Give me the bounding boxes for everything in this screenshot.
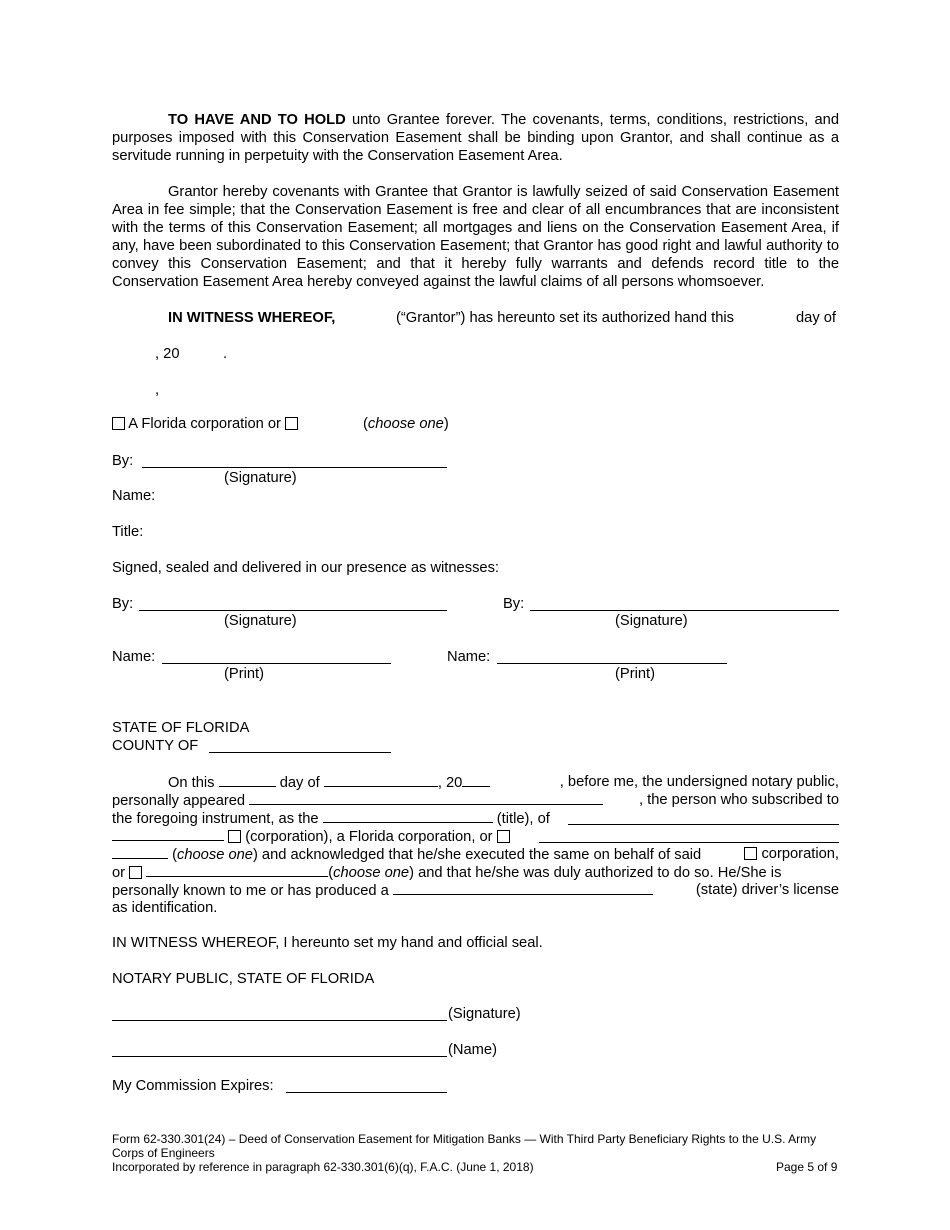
notary-name-caption: (Name) [448,1042,497,1058]
grantor-signature-caption: (Signature) [224,470,297,486]
commission-line[interactable] [286,1092,447,1093]
ack-line-2: personally appeared , the person who subscribed to [112,792,839,809]
ack-said-other-blank[interactable] [146,863,328,877]
witnesses-intro: Signed, sealed and delivered in our presence as witnesses: [112,560,500,576]
witness-year-prefix: , 20 [155,346,180,362]
witness-year-suffix: . [223,346,228,362]
witness-day-of: day of [796,310,837,326]
ack-line-7: personally known to me or has produced a (state) driver’s license [112,882,839,899]
witness1-name-line[interactable] [162,663,391,664]
ack-month-blank[interactable] [324,773,438,787]
ack-other-checkbox[interactable] [497,830,510,843]
habendum-paragraph [112,111,839,165]
witness1-print-caption: (Print) [224,666,264,682]
witness1-by-label: By: [112,596,134,612]
ack-person-blank[interactable] [249,791,603,805]
witness1-signature-line[interactable] [139,610,447,611]
ack-other-entity-blank[interactable] [539,842,839,843]
grantor-title-label: Title: [112,524,144,540]
florida-corp-label: A Florida corporation or [128,416,281,432]
ack-state-blank[interactable] [393,881,653,895]
witness-text: (“Grantor”) has hereunto set its authorized hand this [396,310,734,326]
witness2-name-label: Name: [447,649,491,665]
grantor-by-label: By: [112,453,134,469]
ack-line-1: On this day of , 20 , before me, the undersigned notary public, [168,774,839,791]
witness1-name-label: Name: [112,649,156,665]
covenant-text: Grantor hereby covenants with Grantee that Grantor is lawfully seized of said Conservation Easement Area in fee simple; that the Conservation Easement is free and clear of all encumbrances that are inconsistent with the terms of this Conservation Easement; all mortgages and liens on the Conservation Easement Area, if any, have been subordinated to this Conservation Easement; that Grantor has good right and lawful authority to convey this Conservation Easement; and that it hereby fully warrants and defends record title to the Conservation Easement Area hereby conveyed against the lawful claims of all persons whomsoever. [112,184,839,290]
choose-one-note: (choose one) [363,416,449,432]
ack-line-3: the foregoing instrument, as the (title), of [112,811,550,827]
footer-form-line-2: Corps of Engineers [112,1146,215,1160]
ack-line-5: (choose one) and acknowledged that he/she executed the same on behalf of said corporation, [112,845,839,864]
notary-signature-line[interactable] [112,1020,447,1021]
ack-line-4: (corporation), a Florida corporation, or [112,827,510,846]
ack-said-corporation-checkbox[interactable] [744,847,757,860]
covenant-paragraph [112,183,839,291]
witness2-signature-line[interactable] [530,610,839,611]
state-line: STATE OF FLORIDA [112,720,250,736]
ack-other-entity-blank-2[interactable] [112,845,168,859]
notary-name-line[interactable] [112,1056,447,1057]
ack-entity-blank-2[interactable] [112,827,224,841]
footer-form-line-1: Form 62-330.301(24) – Deed of Conservation Easement for Mitigation Banks — With Third Party Beneficiary Rights to the U.S. Army [112,1132,817,1146]
notary-witness-line: IN WITNESS WHEREOF, I hereunto set my hand and official seal. [112,935,543,951]
ack-line-6: or (choose one) and that he/she was duly authorized to do so. He/She is [112,865,782,881]
commission-label: My Commission Expires: [112,1078,274,1094]
county-line[interactable] [209,752,391,753]
ack-title-blank[interactable] [323,809,493,823]
habendum-text: unto Grantee forever. The covenants, terms, conditions, restrictions, and purposes imposed with this Conservation Easement shall be binding upon Grantor, and shall continue as a servitude running in perpetuity with the Conservation Easement Area. [112,112,839,164]
ack-corporation-checkbox[interactable] [228,830,241,843]
footer-incorporated: Incorporated by reference in paragraph 62-330.301(6)(q), F.A.C. (June 1, 2018) [112,1160,534,1174]
witness2-signature-caption: (Signature) [615,613,688,629]
corp-choice-line [112,415,298,433]
ack-year-blank[interactable] [462,773,490,787]
witness-heading: IN WITNESS WHEREOF, [168,310,336,326]
ack-line-8: as identification. [112,900,218,916]
witness1-signature-caption: (Signature) [224,613,297,629]
witness2-by-label: By: [503,596,525,612]
witness-comma: , [155,382,160,398]
notary-signature-caption: (Signature) [448,1006,521,1022]
witness2-name-line[interactable] [497,663,727,664]
witness2-print-caption: (Print) [615,666,655,682]
grantor-name-label: Name: [112,488,156,504]
footer-page-number: Page 5 of 9 [776,1160,838,1174]
notary-header: NOTARY PUBLIC, STATE OF FLORIDA [112,971,375,987]
florida-corp-checkbox[interactable] [112,417,125,430]
grantor-signature-line[interactable] [142,467,447,468]
county-label: COUNTY OF [112,738,199,754]
habendum-heading: TO HAVE AND TO HOLD [168,112,346,128]
other-entity-checkbox[interactable] [285,417,298,430]
ack-said-other-checkbox[interactable] [129,866,142,879]
ack-day-blank[interactable] [219,773,276,787]
ack-entity-blank[interactable] [568,824,839,825]
